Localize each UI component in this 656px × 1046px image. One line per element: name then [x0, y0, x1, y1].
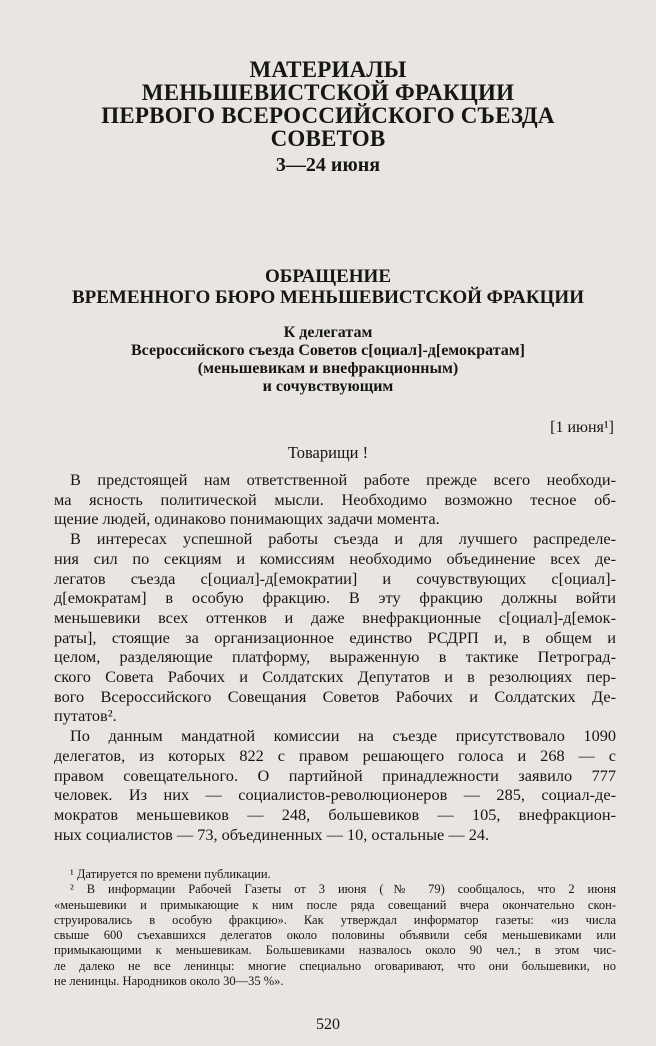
address-line: К делегатам — [283, 324, 373, 341]
text-line: щение людей, одинаково понимающих задачи момента. — [54, 509, 440, 529]
paragraph-3 — [54, 726, 616, 844]
text-line: делегатов, из которых 822 с правом решающего голоса и 268 — с — [54, 745, 616, 765]
footnote-2-line: свыше 600 съехавшихся делегатов около половины объявили себя меньшевиками или — [54, 928, 616, 943]
title-dates: 3—24 июня — [275, 154, 381, 176]
text-line: ния сил по секциям и комиссиям необходимо объединение всех де- — [54, 548, 616, 568]
text-line: целом, разделяющие платформу, выраженную в тактике Петроград- — [54, 647, 616, 667]
text-line: человек. Из них — социалистов-революционеров — 285, социал-де- — [54, 785, 616, 805]
text-line: В предстоящей нам ответственной работе прежде всего необходи- — [70, 470, 616, 489]
title-line: МЕНЬШЕВИСТСКОЙ ФРАКЦИИ — [141, 80, 515, 105]
text-line: По данным мандатной комиссии на съезде присутствовало 1090 — [70, 726, 616, 746]
text-line: д[емократам] в особую фракцию. В эту фракцию должны войти — [54, 588, 616, 608]
text-line: ма ясность политической мысли. Необходимо возможно тесное об- — [54, 489, 616, 509]
text-line: правом совещательного. О партийной принадлежности заявило 777 — [54, 765, 616, 785]
page-number: 520 — [316, 1016, 340, 1033]
text-line: ского Совета Рабочих и Солдатских Депутатов и в резолюциях пер- — [54, 667, 616, 687]
text-line: легатов съезда с[оциал]-д[емократии] и сочувствующих с[оциал]- — [54, 568, 616, 588]
date-note: [1 июня¹] — [550, 419, 614, 436]
paragraph-1 — [54, 470, 616, 529]
text-line: ных социалистов — 73, объединенных — 10, остальные — 24. — [54, 824, 490, 844]
section-title — [0, 58, 656, 178]
text-line: меньшевики всех оттенков и даже внефракционные с[оциал]-д[емок- — [54, 607, 616, 627]
greeting: Товарищи ! — [287, 443, 369, 462]
address-line: Всероссийского съезда Советов с[оциал]-д[емократам] — [131, 342, 525, 359]
title-line: СОВЕТОВ — [270, 126, 386, 151]
paragraph-2 — [54, 529, 616, 726]
footnote-2-line: ле далеко не все ленинцы: многие специально оговаривают, что они большевики, но — [54, 958, 616, 973]
title-line: МАТЕРИАЛЫ — [249, 57, 407, 82]
footnotes — [54, 867, 616, 989]
footnote-1: ¹ Датируется по времени публикации. — [70, 867, 271, 881]
address-line: (меньшевикам и внефракционным) — [197, 360, 459, 377]
body-text — [54, 470, 616, 844]
footnote-2-line: струировались в особую фракцию». Как утверждал информатор газеты: «из числа — [54, 912, 616, 927]
title-line: ПЕРВОГО ВСЕРОССИЙСКОГО СЪЕЗДА — [101, 103, 555, 128]
heading-line: ВРЕМЕННОГО БЮРО МЕНЬШЕВИСТСКОЙ ФРАКЦИИ — [71, 287, 584, 308]
text-line: путатов². — [54, 706, 117, 726]
text-line: В интересах успешной работы съезда и для лучшего распределе- — [70, 529, 616, 549]
text-line: мократов меньшевиков — 248, большевиков — 105, внефракцион- — [54, 804, 616, 824]
document-heading — [0, 266, 656, 308]
footnote-2-line: ² В информации Рабочей Газеты от 3 июня (№ 79) сообщалось, что 2 июня — [70, 882, 616, 897]
text-line: вого Всероссийского Совещания Советов Рабочих и Солдатских Де- — [54, 686, 616, 706]
address-line: и сочувствующим — [262, 378, 394, 395]
addressee — [0, 324, 656, 396]
footnote-2-line: примыкающими к меньшевикам. Большевиками назвалось около 90 чел.; в этом чис- — [54, 943, 616, 958]
footnote-2-line: не ленинцы. Народников около 30—35 %». — [54, 974, 284, 989]
footnote-2-line: «меньшевики и примыкающие к ним после ряда совещаний вчера окончательно скон- — [54, 897, 616, 912]
heading-line: ОБРАЩЕНИЕ — [264, 266, 391, 287]
text-line: раты], стоящие за организационное единство РСДРП и, в общем и — [54, 627, 616, 647]
